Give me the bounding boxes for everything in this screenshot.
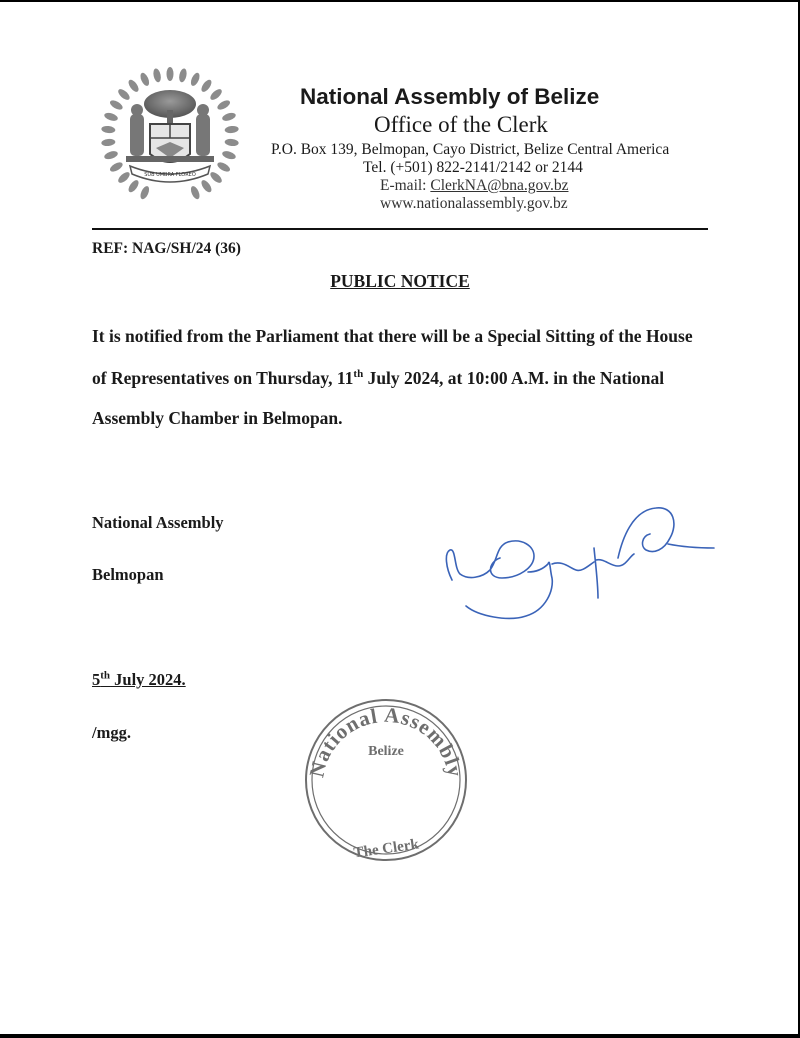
notice-line-2: [92, 368, 664, 389]
email-row: [380, 177, 568, 195]
clerk-signature: [438, 498, 728, 633]
notice-line-3: Assembly Chamber in Belmopan.: [92, 408, 343, 428]
signoff-location: Belmopan: [92, 565, 164, 584]
telephone-numbers: Tel. (+501) 822-2141/2142 or 2144: [363, 159, 583, 176]
date-rest: July 2024.: [110, 670, 186, 689]
notice-line-2-b: July 2024, at 10:00 A.M. in the National: [363, 368, 665, 388]
date-ordinal-suffix: th: [100, 669, 111, 682]
signoff-organization: National Assembly: [92, 513, 224, 532]
reference-number: REF: NAG/SH/24 (36): [92, 240, 241, 257]
page-border-top: [0, 0, 800, 2]
date-day: 5: [92, 670, 101, 689]
svg-text:National Assembly: [304, 703, 467, 780]
notice-title-text: PUBLIC NOTICE: [330, 271, 470, 291]
stamp-center-text: Belize: [368, 744, 404, 759]
stamp-top-text: National Assembly: [304, 702, 468, 780]
page-border-bottom: [0, 1034, 800, 1038]
notice-date: [92, 670, 186, 690]
office-name: Office of the Clerk: [374, 112, 548, 137]
ordinal-suffix: th: [353, 368, 364, 381]
notice-title: [0, 271, 800, 292]
stamp-bottom-text: The Clerk: [352, 836, 420, 862]
header-divider: [92, 228, 708, 230]
email-link[interactable]: ClerkNA@bna.gov.bz: [430, 177, 569, 194]
email-label: E-mail:: [380, 177, 427, 194]
clerk-seal-stamp: [303, 697, 469, 863]
organization-name: National Assembly of Belize: [300, 84, 600, 109]
belize-coat-of-arms-icon: [100, 66, 240, 206]
website-link[interactable]: www.nationalassembly.gov.bz: [380, 195, 568, 212]
notice-line-2-a: of Representatives on Thursday, 11: [92, 368, 354, 388]
notice-line-1: It is notified from the Parliament that there will be a Special Sitting of the House: [92, 326, 693, 346]
postal-address: P.O. Box 139, Belmopan, Cayo District, Belize Central America: [271, 141, 670, 158]
crest-motto: SUB UMBRA FLOREO: [144, 172, 196, 178]
typist-initials: /mgg.: [92, 723, 131, 742]
